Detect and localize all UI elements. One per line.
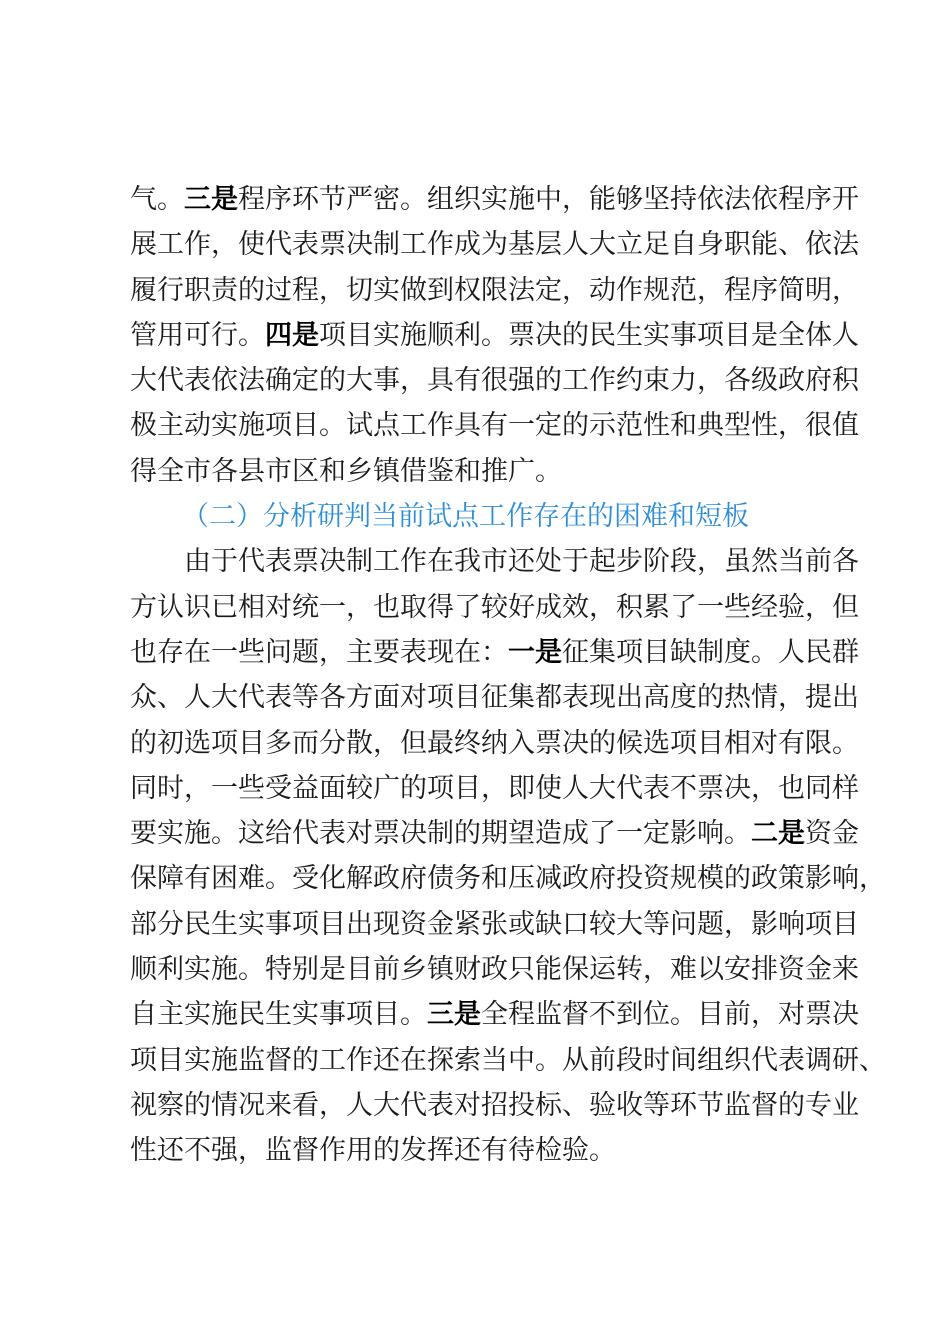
text-span: 履行职责的过程，切实做到权限法定，动作规范，程序简明， — [130, 274, 859, 306]
text-line — [130, 766, 859, 811]
text-span: 视察的情况来看，人大代表对招投标、验收等环节监督的专业 — [130, 1089, 859, 1121]
text-span: 展工作，使代表票决制工作成为基层人大立足自身职能、依法 — [130, 229, 859, 261]
text-span: 征集项目缺制度。人民群 — [562, 636, 859, 668]
text-span: 程序环节严密。组织实施中，能够坚持依法依程序开 — [238, 184, 859, 215]
text-span: 项目实施监督的工作还在探索当中。从前段时间组织代表调研、 — [130, 1044, 886, 1076]
text-span: 管用可行。 — [130, 319, 265, 351]
text-line — [130, 268, 859, 313]
text-line — [130, 358, 859, 403]
text-line — [130, 992, 859, 1037]
text-line — [130, 630, 859, 675]
text-span: 资金 — [805, 818, 859, 850]
emphasis-label: 三是 — [184, 184, 238, 215]
text-span: 保障有困难。受化解政府债务和压减政府投资规模的政策影响， — [130, 863, 886, 895]
text-line — [130, 856, 886, 901]
text-span: 气。 — [130, 184, 184, 215]
text-line — [130, 1128, 830, 1173]
text-line — [130, 947, 859, 992]
text-span: 顺利实施。特别是目前乡镇财政只能保运转，难以安排资金来 — [130, 954, 859, 986]
text-span: 全程监督不到位。目前，对票决 — [481, 999, 859, 1031]
text-line — [130, 721, 859, 766]
text-span: 同时，一些受益面较广的项目，即使人大代表不票决，也同样 — [130, 772, 859, 804]
text-line — [130, 811, 859, 856]
text-span: 众、人大代表等各方面对项目征集都表现出高度的热情，提出 — [130, 682, 859, 714]
text-span: 得全市各县市区和乡镇借鉴和推广。 — [130, 455, 562, 487]
text-span: 方认识已相对统一，也取得了较好成效，积累了一些经验，但 — [130, 591, 859, 623]
text-line — [130, 177, 859, 222]
text-span: 要实施。这给代表对票决制的期望造成了一定影响。 — [130, 818, 751, 850]
text-line — [130, 1038, 886, 1083]
emphasis-label: 二是 — [751, 818, 805, 850]
text-line — [130, 403, 859, 448]
section-heading: （二）分析研判当前试点工作存在的困难和短板 — [182, 501, 749, 533]
text-span: 由于代表票决制工作在我市还处于起步阶段，虽然当前各 — [184, 546, 859, 578]
text-span: 项目实施顺利。票决的民生实事项目是全体人 — [319, 319, 859, 351]
text-line — [130, 539, 859, 584]
text-line — [130, 313, 859, 358]
text-line — [130, 902, 859, 947]
text-line — [130, 675, 859, 720]
emphasis-label: 一是 — [508, 636, 562, 668]
text-span: 部分民生实事项目出现资金紧张或缺口较大等问题，影响项目 — [130, 908, 859, 940]
text-span: 性还不强，监督作用的发挥还有待检验。 — [130, 1135, 616, 1167]
text-span: 也存在一些问题，主要表现在： — [130, 636, 508, 668]
text-span: 极主动实施项目。试点工作具有一定的示范性和典型性，很值 — [130, 410, 859, 442]
text-line — [130, 1083, 859, 1128]
document-body — [130, 177, 886, 1174]
text-line — [130, 585, 859, 630]
text-span: 大代表依法确定的大事，具有很强的工作约束力，各级政府积 — [130, 365, 859, 397]
text-line — [130, 449, 830, 494]
text-span: 自主实施民生实事项目。 — [130, 999, 427, 1031]
emphasis-label: 三是 — [427, 999, 481, 1031]
text-line — [130, 222, 859, 267]
text-span: 的初选项目多而分散，但最终纳入票决的候选项目相对有限。 — [130, 727, 859, 759]
emphasis-label: 四是 — [265, 319, 319, 351]
